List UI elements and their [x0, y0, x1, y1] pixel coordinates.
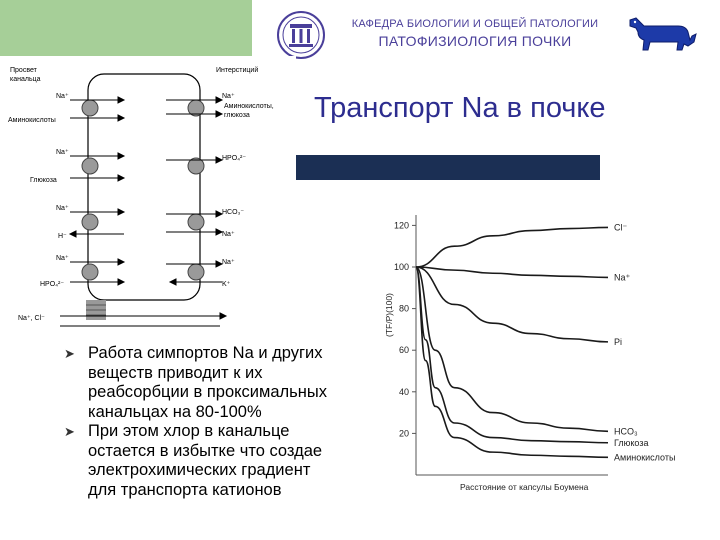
x-axis-label: Расстояние от капсулы Боумена	[460, 482, 589, 492]
series-line	[416, 267, 608, 277]
y-tick-label: 60	[398, 345, 409, 356]
y-tick-label: 40	[398, 386, 409, 397]
label-h: H⁻	[58, 233, 67, 240]
chart-series	[416, 227, 608, 457]
label-hpo4: HPO₄²⁻	[40, 281, 65, 288]
series-label: Аминокислоты	[614, 452, 676, 463]
label-hco3: HCO₃⁻	[222, 209, 245, 216]
green-header-bar	[0, 0, 252, 56]
series-label: Na⁺	[614, 272, 631, 283]
series-label: Pi	[614, 336, 623, 347]
label-na: Na⁺	[222, 93, 235, 100]
chart-series-labels	[614, 222, 675, 462]
label-na: Na⁺	[56, 93, 69, 100]
label-na: Na⁺	[222, 259, 235, 266]
y-axis-label: (TF/P)(100)	[384, 293, 394, 337]
label-na: Na⁺	[56, 149, 69, 156]
department-name: КАФЕДРА БИОЛОГИИ И ОБЩЕЙ ПАТОЛОГИИ	[351, 18, 599, 30]
bullet-item: ➤ При этом хлор в канальце остается в избытке что создае электрохимических градиент для транспорта катионов	[64, 422, 323, 499]
label-hpo4: HPO₄²⁻	[222, 155, 247, 162]
university-logo	[276, 10, 326, 60]
dachshund-logo	[622, 10, 702, 56]
title-underline-bar	[290, 155, 600, 180]
chart-axes	[394, 215, 608, 475]
label-amino: Аминокислоты,	[224, 103, 274, 110]
series-line	[416, 267, 608, 342]
label-glucose: Глюкоза	[30, 177, 57, 184]
course-name: ПАТОФИЗИОЛОГИЯ ПОЧКИ	[378, 33, 572, 49]
bullet-item: ➤ Работа симпортов Na и других веществ приводит к их реабсорбции в проксимальных канальцах на 80-100%	[64, 344, 327, 421]
series-label: Глюкоза	[614, 437, 649, 448]
label-glucose: глюкоза	[224, 112, 250, 119]
arrow-bullet-icon: ➤	[64, 346, 75, 361]
series-line	[416, 267, 608, 443]
y-tick-label: 80	[398, 303, 409, 314]
department-header	[340, 18, 610, 49]
y-tick-label: 20	[398, 428, 409, 439]
label-amino: Аминокислоты	[8, 117, 56, 124]
y-tick-label: 120	[393, 220, 409, 231]
series-label: Cl⁻	[614, 222, 628, 233]
label-na: Na⁺	[222, 231, 235, 238]
series-label: HCO₃	[614, 426, 638, 437]
label-nacl: Na⁺, Cl⁻	[18, 315, 45, 322]
lumen-label-2: канальца	[10, 76, 41, 83]
lumen-label: Просвет	[10, 67, 37, 74]
slide-title: Транспорт Na в почке	[314, 92, 606, 124]
concentration-chart	[380, 205, 716, 540]
label-na: Na⁺	[56, 255, 69, 262]
tubule-cell-diagram	[0, 56, 296, 342]
label-na: Na⁺	[56, 205, 69, 212]
arrow-bullet-icon: ➤	[64, 424, 75, 439]
interstitium-label: Интерстиций	[216, 67, 259, 74]
label-k: K⁺	[222, 281, 231, 288]
y-tick-label: 100	[393, 262, 409, 272]
series-line	[416, 227, 608, 267]
bullet-list	[64, 344, 388, 500]
